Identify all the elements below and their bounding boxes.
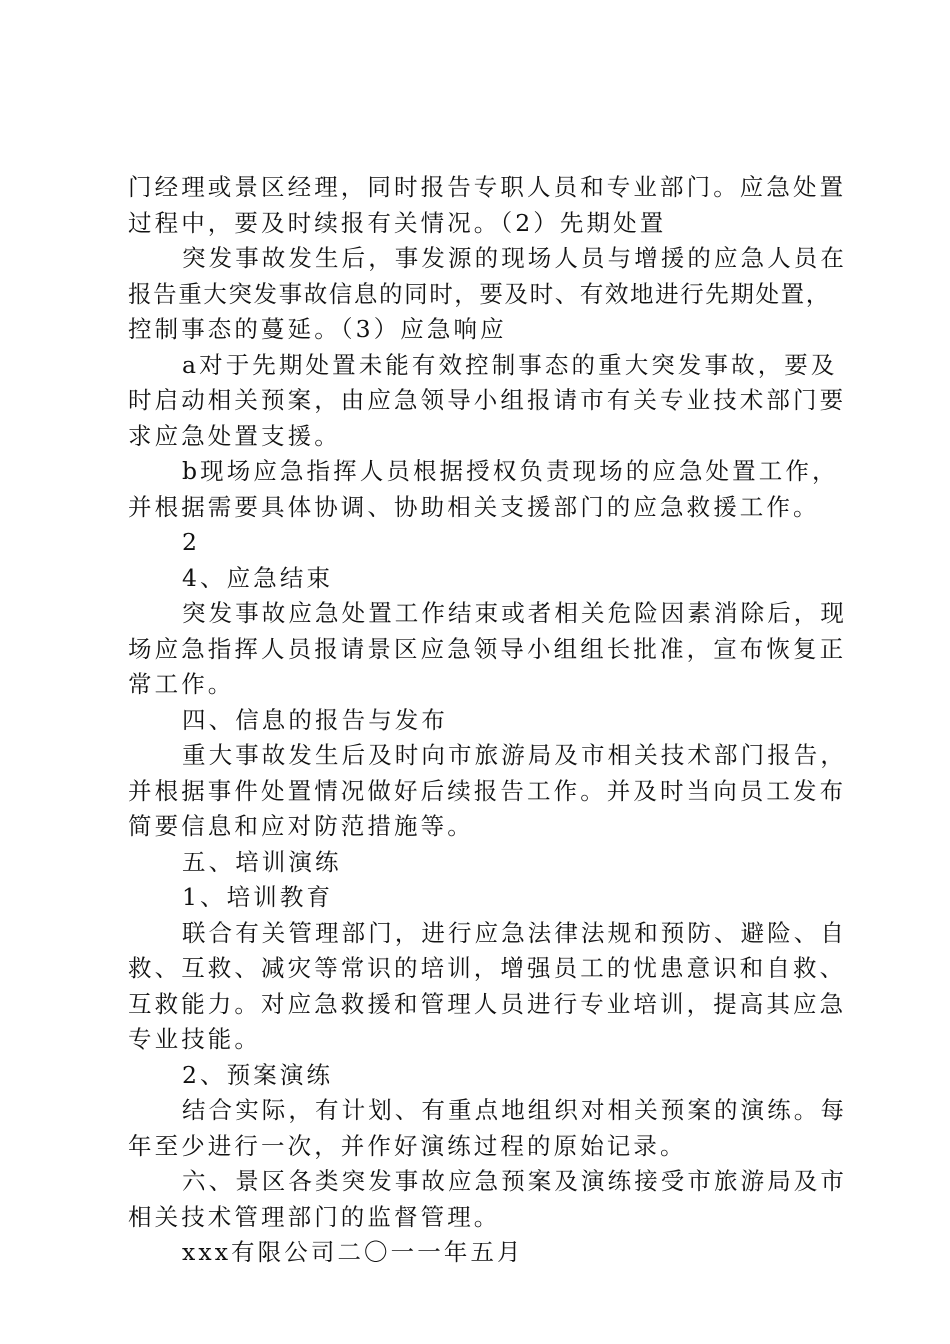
text-line: 求应急处置支援。 xyxy=(128,421,341,450)
text-line: 4、应急结束 xyxy=(182,563,334,592)
text-line: 并根据需要具体协调、协助相关支援部门的应急救援工作。 xyxy=(128,492,820,521)
text-line: 五、培训演练 xyxy=(182,847,342,876)
text-line: 重大事故发生后及时向市旅游局及市相关技术部门报告， xyxy=(182,741,847,769)
text-line: 突发事故应急处置工作结束或者相关危险因素消除后，现 xyxy=(182,599,847,627)
text-line: 常工作。 xyxy=(128,670,235,698)
text-line: 2、预案演练 xyxy=(182,1060,334,1089)
text-line: a对于先期处置未能有效控制事态的重大突发事故，要及 xyxy=(182,350,838,379)
text-line: 简要信息和应对防范措施等。 xyxy=(128,812,474,840)
text-line: 年至少进行一次，并作好演练过程的原始记录。 xyxy=(128,1131,687,1160)
text-line: 场应急指挥人员报请景区应急领导小组组长批准，宣布恢复正 xyxy=(128,634,847,663)
text-line: 时启动相关预案，由应急领导小组报请市有关专业技术部门要 xyxy=(128,386,847,414)
text-line: 四、信息的报告与发布 xyxy=(182,705,448,734)
text-line: 结合实际，有计划、有重点地组织对相关预案的演练。每 xyxy=(182,1096,847,1124)
text-line: xxx有限公司二〇一一年五月 xyxy=(182,1238,524,1266)
document-page xyxy=(128,170,847,1271)
text-line: 相关技术管理部门的监督管理。 xyxy=(128,1202,501,1231)
text-line: 过程中，要及时续报有关情况。（2）先期处置 xyxy=(128,208,667,237)
text-line: 救、互救、减灾等常识的培训，增强员工的忧患意识和自救、 xyxy=(128,954,847,982)
text-line: 2 xyxy=(182,528,201,556)
text-line: 报告重大突发事故信息的同时，要及时、有效地进行先期处置， xyxy=(128,279,831,308)
text-line: 门经理或景区经理，同时报告专职人员和专业部门。应急处置 xyxy=(128,173,847,201)
text-line: 1、培训教育 xyxy=(182,883,334,911)
text-line: 专业技能。 xyxy=(128,1025,261,1053)
text-line: 互救能力。对应急救援和管理人员进行专业培训，提高其应急 xyxy=(128,989,847,1018)
text-line: 六、景区各类突发事故应急预案及演练接受市旅游局及市 xyxy=(182,1167,847,1195)
text-line: b现场应急指挥人员根据授权负责现场的应急处置工作， xyxy=(182,457,839,485)
text-line: 联合有关管理部门，进行应急法律法规和预防、避险、自 xyxy=(182,918,847,947)
text-line: 控制事态的蔓延。（3）应急响应 xyxy=(128,315,507,343)
text-line: 并根据事件处置情况做好后续报告工作。并及时当向员工发布 xyxy=(128,776,847,805)
text-line: 突发事故发生后，事发源的现场人员与增援的应急人员在 xyxy=(182,244,847,272)
